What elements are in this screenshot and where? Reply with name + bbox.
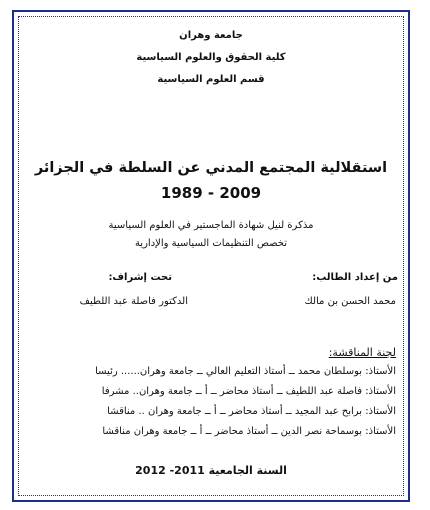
committee-member: الأستاذ: فاصلة عبد اللطيف ــ أستاذ محاضر ــ أ ــ جامعة وهران.. مشرفا [101,386,396,397]
university-name: جامعة وهران [179,30,243,41]
thesis-years: 1989 - 2009 [160,184,262,202]
supervisor-name: الدكتور فاصلة عبد اللطيف [79,296,188,307]
committee-member: الأستاذ: بوسلطان محمد ــ أستاذ التعليم العالي ــ جامعة وهران...... رئيسا [95,366,396,377]
supervised-by-label: تحت إشراف: [108,272,172,283]
thesis-title: استقلالية المجتمع المدني عن السلطة في الجزائر [34,160,388,176]
committee-member: الأستاذ: بوسماحة نصر الدين ــ أستاذ محاضر ــ أ ــ جامعة وهران مناقشا [102,426,396,437]
cover-content [22,20,400,492]
department-name: قسم العلوم السياسية [157,74,265,85]
faculty-name: كلية الحقوق والعلوم السياسية [136,52,286,63]
specialty-line: تخصص التنظيمات السياسية والإدارية [134,238,288,249]
academic-year: السنة الجامعية 2011- 2012 [135,464,287,477]
student-name: محمد الحسن بن مالك [304,296,396,307]
committee-heading: لجنة المناقشة: [328,346,396,359]
committee-member: الأستاذ: برابح عبد المجيد ــ أستاذ محاضر ــ أ ــ جامعة وهران .. مناقشا [107,406,396,417]
prepared-by-label: من إعداد الطالب: [312,272,398,283]
degree-line: مذكرة لنيل شهادة الماجستير في العلوم السياسية [108,220,314,231]
